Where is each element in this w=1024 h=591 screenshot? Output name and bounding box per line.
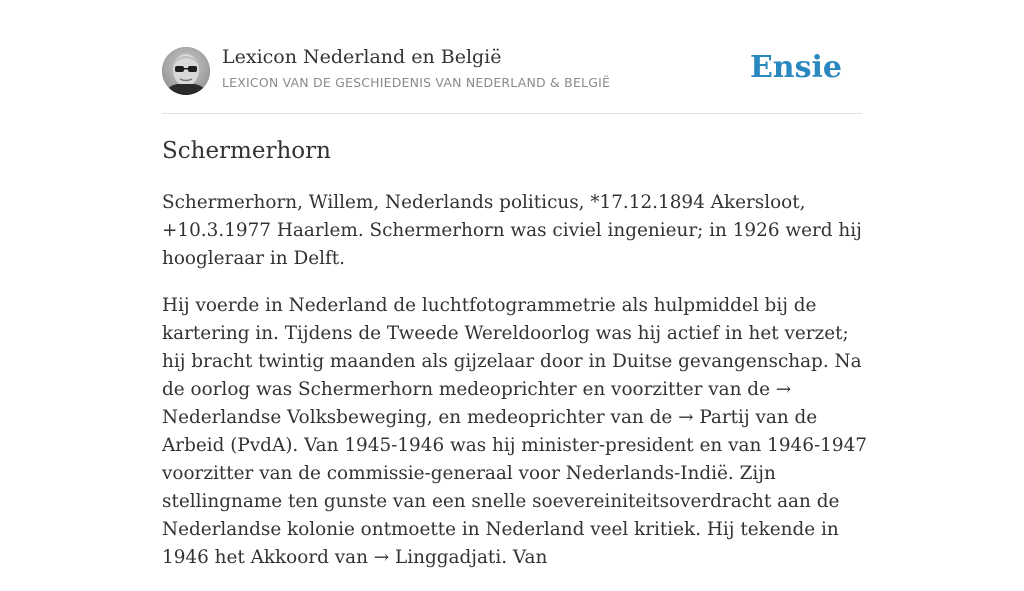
article-title: Schermerhorn <box>162 138 331 164</box>
link-partij-van-de-arbeid[interactable]: → Partij van de Arbeid <box>162 407 818 456</box>
page-wrapper <box>162 0 867 568</box>
article-paragraph <box>162 292 868 572</box>
user-portrait-icon[interactable] <box>162 47 210 95</box>
article-paragraph: Schermerhorn, Willem, Nederlands politicus, *17.12.1894 Akersloot, +10.3.1977 Haarlem. Schermerhorn was civiel ingenieur; in 1926 werd hij hoogleraar in Delft. <box>162 192 862 269</box>
link-linggadjati[interactable]: → Linggadjati <box>373 547 502 568</box>
ensie-logo[interactable]: Ensie <box>749 50 842 85</box>
paragraph-text: (PvdA). Van 1945-1946 was hij minister-president en van 1946-1947 voorzitter van de commissie-generaal voor Nederlands-Indië. Zijn stellingname ten gunste van een snelle soevereiniteitsoverdracht aan de Nederlandse kolonie ontmoette in Nederland veel kritiek. Hij tekende in 1946 het Akkoord van <box>162 435 867 568</box>
site-subtitle: LEXICON VAN DE GESCHIEDENIS VAN NEDERLAND & BELGIË <box>222 75 611 90</box>
site-header <box>162 0 862 114</box>
paragraph-text: Hij voerde in Nederland de luchtfotogrammetrie als hulpmiddel bij de kartering in. Tijdens de Tweede Wereldoorlog was hij actief in het verzet; hij bracht twintig maanden als gijzelaar door in Duitse gevangenschap. Na de oorlog was Schermerhorn medeoprichter en voorzitter van de <box>162 295 862 400</box>
link-nederlandse-volksbeweging[interactable]: → Nederlandse Volksbeweging <box>162 379 792 428</box>
article-body <box>162 189 868 591</box>
site-title[interactable]: Lexicon Nederland en België <box>222 46 502 68</box>
paragraph-text: . Van <box>501 547 548 568</box>
paragraph-text: , en medeoprichter van de <box>426 407 679 428</box>
